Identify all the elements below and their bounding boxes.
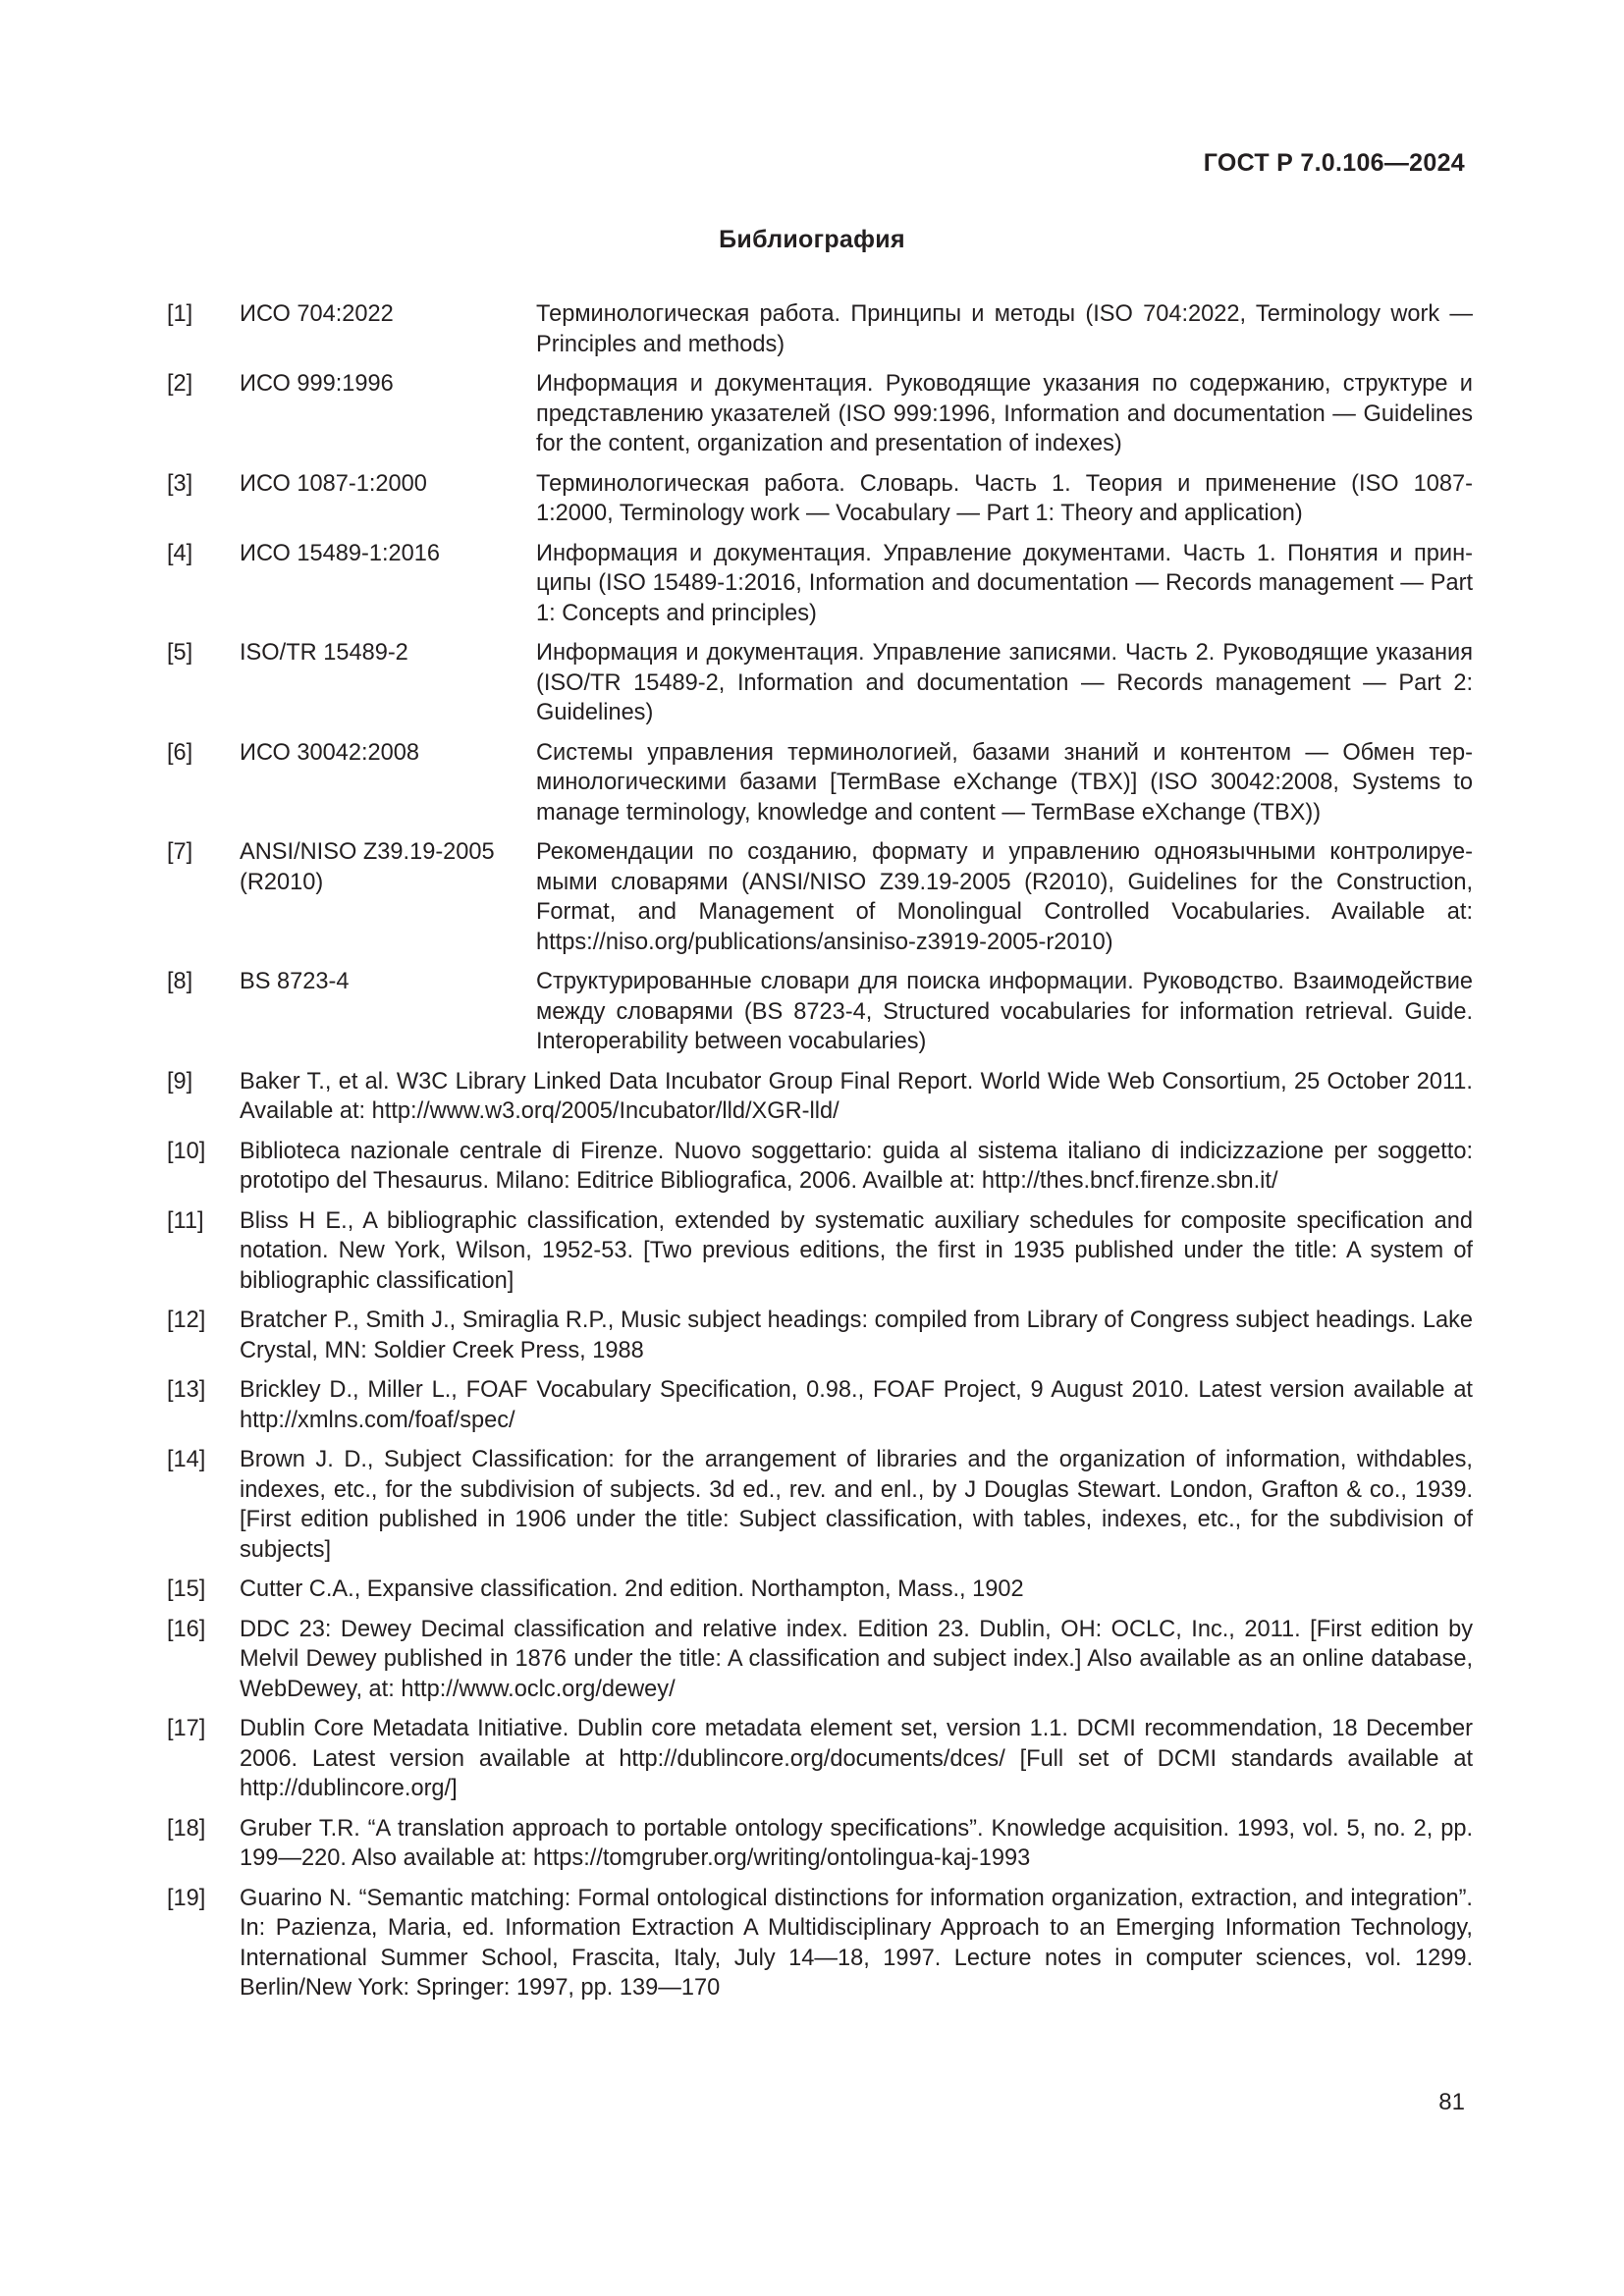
entry-description: Brickley D., Miller L., FOAF Vocabulary Specification, 0.98., FOAF Project, 9 August 2010. Latest version available at http://xmlns.com/foaf/spec/ bbox=[240, 1377, 1473, 1433]
bibliography-entry bbox=[167, 1445, 1473, 1565]
bibliography-entry bbox=[167, 967, 1473, 1057]
entry-standard-designation: ИСО 704:2022 bbox=[240, 301, 394, 327]
entry-number: [1] bbox=[167, 301, 193, 327]
bibliography-entry bbox=[167, 1067, 1473, 1127]
entry-number: [18] bbox=[167, 1815, 206, 1842]
entry-number: [6] bbox=[167, 739, 193, 766]
entry-number: [7] bbox=[167, 839, 193, 865]
entry-standard-designation: ИСО 1087-1:2000 bbox=[240, 470, 427, 497]
entry-description: Системы управления терминологией, базами знаний и контентом — Обмен терминологическими базами [TermBase eXchange (TBX)] (ISO 30042:2008, Systems to manage terminology, knowledge and content — TermBase eXchange (TBX)) bbox=[536, 739, 1473, 826]
entry-number: [2] bbox=[167, 371, 193, 397]
entry-description: Информация и документация. Управление документами. Часть 1. Понятия и принципы (ISO 15489-1:2016, Information and documentation — Records management — Part 1: Concepts and principles) bbox=[536, 540, 1473, 626]
entry-description: Brown J. D., Subject Classification: for the arrangement of libraries and the organization of information, withdables, indexes, etc., for the subdivision of subjects. 3d ed., rev. and enl., by J Douglas Stewart. London, Grafton & co., 1939. [First edition published in 1906 under the title: Subject classification, with tables, indexes, etc., for the subdivision of subjects] bbox=[240, 1447, 1473, 1563]
entry-number: [9] bbox=[167, 1068, 193, 1095]
entry-number: [3] bbox=[167, 470, 193, 497]
entry-description: DDC 23: Dewey Decimal classification and relative index. Edition 23. Dublin, OH: OCLC, Inc., 2011. [First edition by Melvil Dewey published in 1876 under the title: A classification and subject index.] Also available as an online database, WebDewey, at: http://www.oclc.org/dewey/ bbox=[240, 1616, 1473, 1702]
entry-number: [4] bbox=[167, 540, 193, 566]
bibliography-entry bbox=[167, 1714, 1473, 1804]
bibliography-entry bbox=[167, 1615, 1473, 1705]
entry-description: Bliss H E., A bibliographic classification, extended by systematic auxiliary schedules for composite specification and notation. New York, Wilson, 1952-53. [Two previous editions, the first in 1935 published under the title: A system of bibliographic classification] bbox=[240, 1207, 1473, 1294]
bibliography-entry bbox=[167, 837, 1473, 957]
entry-number: [8] bbox=[167, 969, 193, 994]
entry-description: Bratcher P., Smith J., Smiraglia R.P., Music subject headings: compiled from Library of Congress subject headings. Lake Crystal, MN: Soldier Creek Press, 1988 bbox=[240, 1308, 1473, 1363]
bibliography-entry bbox=[167, 638, 1473, 728]
entry-number: [13] bbox=[167, 1377, 206, 1403]
entry-description: Gruber T.R. “A translation approach to portable ontology specifications”. Knowledge acquisition. 1993, vol. 5, no. 2, pp. 199—220. Also available at: https://tomgruber.org/writing/ontolingua-kaj-1993 bbox=[240, 1815, 1473, 1871]
entry-standard-designation: ИСО 15489-1:2016 bbox=[240, 540, 441, 566]
document-code: ГОСТ Р 7.0.106—2024 bbox=[1203, 149, 1465, 177]
entry-number: [14] bbox=[167, 1447, 206, 1472]
section-title: Библиография bbox=[719, 226, 905, 253]
bibliography-entry bbox=[167, 1575, 1473, 1605]
bibliography-entry bbox=[167, 369, 1473, 459]
entry-standard-designation: ISO/TR 15489-2 bbox=[240, 640, 408, 666]
entry-description: Информация и документация. Управление записями. Часть 2. Руководящие указания (ISO/TR 15489-2, Information and documentation — Records management — Part 2: Guidelines) bbox=[536, 640, 1473, 725]
bibliography-entry bbox=[167, 1375, 1473, 1435]
entry-number: [10] bbox=[167, 1138, 206, 1164]
bibliography-entry bbox=[167, 469, 1473, 529]
entry-number: [5] bbox=[167, 640, 193, 666]
entry-description: Baker T., et al. W3C Library Linked Data Incubator Group Final Report. World Wide Web Consortium, 25 October 2011. Available at: http://www.w3.orq/2005/Incubator/lld/XGR-lld/ bbox=[240, 1068, 1473, 1124]
bibliography-list bbox=[167, 299, 1473, 2013]
bibliography-entry bbox=[167, 738, 1473, 828]
entry-description: Информация и документация. Руководящие указания по содержанию, структуре и представлению указателей (ISO 999:1996, Information and documentation — Guidelines for the content, organization and presentation of indexes) bbox=[536, 371, 1473, 456]
bibliography-entry bbox=[167, 1814, 1473, 1874]
entry-standard-designation: BS 8723-4 bbox=[240, 969, 350, 994]
bibliography-entry bbox=[167, 1884, 1473, 2003]
bibliography-entry bbox=[167, 1306, 1473, 1365]
entry-standard-designation: ANSI/NISO Z39.19-2005 (R2010) bbox=[240, 839, 495, 895]
entry-number: [17] bbox=[167, 1716, 206, 1741]
bibliography-entry bbox=[167, 299, 1473, 359]
bibliography-entry bbox=[167, 1206, 1473, 1297]
entry-standard-designation: ИСО 999:1996 bbox=[240, 371, 394, 397]
entry-number: [15] bbox=[167, 1576, 206, 1602]
bibliography-entry bbox=[167, 1137, 1473, 1197]
page-number: 81 bbox=[1438, 2089, 1465, 2115]
entry-description: Biblioteca nazionale centrale di Firenze. Nuovo soggettario: guida al sistema italiano di indicizzazione per soggetto: prototipo del Thesaurus. Milano: Editrice Bibliografica, 2006. Availble at: http://thes.bncf.firenze.sbn.it/ bbox=[240, 1138, 1473, 1194]
entry-standard-designation: ИСО 30042:2008 bbox=[240, 739, 420, 766]
entry-description: Структурированные словари для поиска информации. Руководство. Взаимодействие между словарями (BS 8723-4, Structured vocabularies for information retrieval. Guide. Interoperability between vocabularies) bbox=[536, 969, 1473, 1054]
bibliography-entry bbox=[167, 539, 1473, 629]
entry-description: Терминологическая работа. Принципы и методы (ISO 704:2022, Terminology work — Principles and methods) bbox=[536, 301, 1473, 357]
entry-number: [11] bbox=[167, 1207, 204, 1234]
entry-description: Cutter C.A., Expansive classification. 2nd edition. Northampton, Mass., 1902 bbox=[240, 1576, 1024, 1602]
entry-number: [19] bbox=[167, 1885, 206, 1911]
entry-description: Рекомендации по созданию, формату и управлению одноязычными контролируемыми словарями (ANSI/NISO Z39.19-2005 (R2010), Guidelines for the Construction, Format, and Management of Monolingual Controlled Vocabularies. Available at: https://niso.org/publications/ansiniso-z3919-2005-r2010) bbox=[536, 839, 1473, 955]
entry-description: Guarino N. “Semantic matching: Formal ontological distinctions for information organization, extraction, and integration”. In: Pazienza, Maria, ed. Information Extraction A Multidisciplinary Approach to an Emerging Information Technology, International Summer School, Frascita, Italy, July 14—18, 1997. Lecture notes in computer sciences, vol. 1299. Berlin/New York: Springer: 1997, pp. 139—170 bbox=[240, 1885, 1473, 2001]
entry-description: Терминологическая работа. Словарь. Часть 1. Теория и применение (ISO 1087-1:2000, Terminology work — Vocabulary — Part 1: Theory and application) bbox=[536, 470, 1473, 526]
entry-description: Dublin Core Metadata Initiative. Dublin core metadata element set, version 1.1. DCMI recommendation, 18 December 2006. Latest version available at http://dublincore.org/documents/dces/ [Full set of DCMI standards available at http://dublincore.org/] bbox=[240, 1716, 1473, 1801]
entry-number: [12] bbox=[167, 1308, 206, 1333]
entry-number: [16] bbox=[167, 1616, 206, 1642]
